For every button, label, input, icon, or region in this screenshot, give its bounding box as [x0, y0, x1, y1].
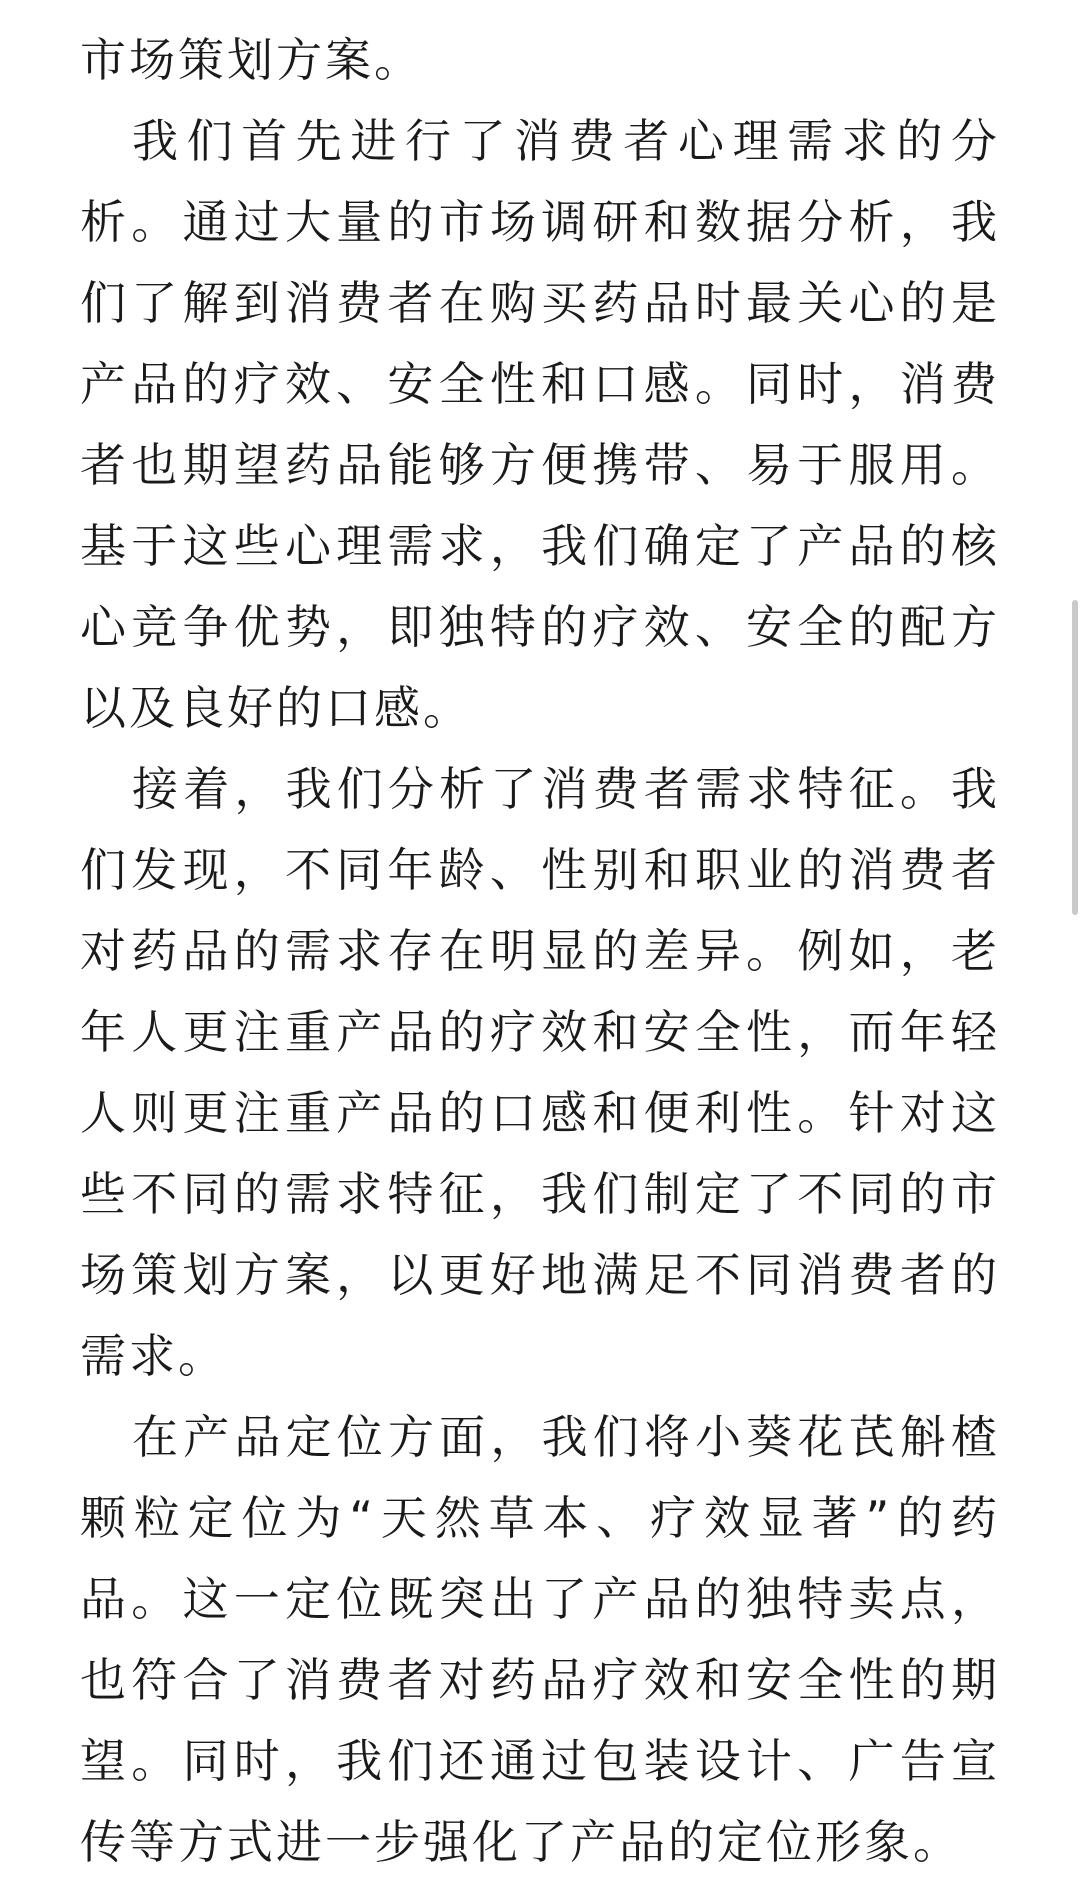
vertical-scrollbar[interactable] [1066, 0, 1080, 1854]
paragraph-consumer-psychology: 我们首先进行了消费者心理需求的分析。通过大量的市场调研和数据分析，我们了解到消费者在购买药品时最关心的是产品的疗效、安全性和口感。同时，消费者也期望药品能够方便携带、易于服用。基于这些心理需求，我们确定了产品的核心竞争优势，即独特的疗效、安全的配方以及良好的口感。 [80, 114, 1000, 735]
paragraph-demand-characteristics: 接着，我们分析了消费者需求特征。我们发现，不同年龄、性别和职业的消费者对药品的需求存在明显的差异。例如，老年人更注重产品的疗效和安全性，而年轻人则更注重产品的口感和便利性。针对这些不同的需求特征，我们制定了不同的市场策划方案，以更好地满足不同消费者的需求。 [80, 762, 1000, 1383]
article-body [80, 20, 1000, 1883]
scrollbar-thumb[interactable] [1072, 600, 1078, 915]
paragraph-product-positioning: 在产品定位方面，我们将小葵花芪斛楂颗粒定位为“天然草本、疗效显著”的药品。这一定位既突出了产品的独特卖点，也符合了消费者对药品疗效和安全性的期望。同时，我们还通过包装设计、广告宣传等方式进一步强化了产品的定位形象。 [80, 1410, 1000, 1869]
paragraph-continuation: 市场策划方案。 [80, 33, 423, 87]
